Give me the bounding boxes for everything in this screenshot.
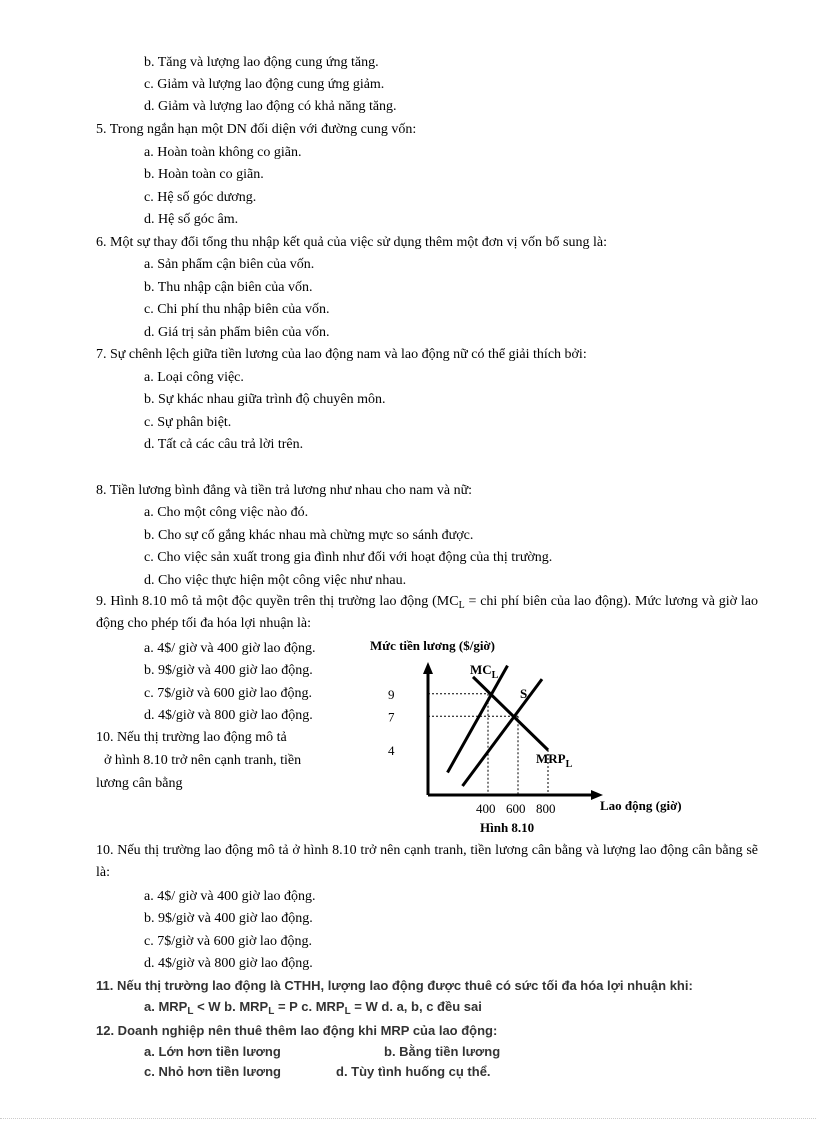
q11-c-sub: L: [344, 1006, 351, 1017]
q12-option-d: d. Tùy tình huống cụ thể.: [336, 1064, 491, 1079]
q11-b-2: = P: [274, 999, 298, 1014]
q5-option-b: b. Hoàn toàn co giãn.: [144, 167, 264, 182]
x-axis-label: Lao động (giờ): [600, 798, 682, 813]
q11-c-1: c. MRP: [301, 999, 345, 1014]
x-tick-800: 800: [536, 801, 556, 816]
x-tick-600: 600: [506, 801, 526, 816]
q9-text-1: 9. Hình 8.10 mô tả một độc quyền trên thị trường lao động (MC: [96, 594, 459, 609]
q9-option-c: c. 7$/giờ và 600 giờ lao động.: [144, 686, 313, 701]
q10-side-line-3: lương cân bằng: [96, 776, 183, 791]
q10-option-d: d. 4$/giờ và 800 giờ lao động.: [144, 956, 313, 971]
q10-option-a: a. 4$/ giờ và 400 giờ lao động.: [144, 889, 316, 904]
x-tick-400: 400: [476, 801, 496, 816]
q12-option-c: c. Nhỏ hơn tiền lương: [144, 1064, 281, 1079]
y-tick-7: 7: [388, 709, 395, 725]
q11-a-sub: L: [187, 1006, 194, 1017]
chart-title: Hình 8.10: [480, 820, 535, 835]
question-5: 5. Trong ngắn hạn một DN đối diện với đường cung vốn:: [96, 122, 417, 137]
q8-option-c: c. Cho việc sản xuất trong gia đình như đối với hoạt động của thị trường.: [144, 550, 553, 565]
question-11: 11. Nếu thị trường lao động là CTHH, lượng lao động được thuê có sức tối đa hóa lợi nhuận khi:: [96, 978, 693, 993]
q5-option-d: d. Hệ số góc âm.: [144, 212, 239, 227]
mc-label: $MC_L$: [470, 662, 499, 681]
q12-option-a: a. Lớn hơn tiền lương: [144, 1044, 281, 1059]
q10-option-c: c. 7$/giờ và 600 giờ lao động.: [144, 934, 313, 949]
option-d-prev: d. Giảm và lượng lao động có khả năng tăng.: [144, 99, 397, 114]
q9-text-2: = chi phí biên của lao động). Mức lương và giờ lao động cho phép tối đa hóa lợi nhuận là:: [96, 594, 758, 631]
q8-option-a: a. Cho một công việc nào đó.: [144, 505, 309, 520]
q11-a-2: < W: [193, 999, 221, 1014]
question-12: 12. Doanh nghiệp nên thuê thêm lao động khi MRP của lao động:: [96, 1023, 498, 1038]
question-8: 8. Tiền lương bình đẳng và tiền trả lương như nhau cho nam và nữ:: [96, 483, 473, 498]
mrp-label: $MRP_L$: [536, 751, 573, 770]
figure-8-10-chart: [360, 630, 710, 845]
q6-option-d: d. Giá trị sản phẩm biên của vốn.: [144, 325, 330, 340]
y-axis-arrow: [423, 662, 433, 674]
q11-d: d. a, b, c đều sai: [381, 999, 482, 1014]
q9-option-a: a. 4$/ giờ và 400 giờ lao động.: [144, 641, 316, 656]
question-9: [96, 591, 758, 635]
q8-option-d: d. Cho việc thực hiện một công việc như nhau.: [144, 573, 407, 588]
option-c-prev: c. Giảm và lượng lao động cung ứng giảm.: [144, 77, 385, 92]
q7-option-a: a. Loại công việc.: [144, 370, 244, 385]
y-tick-4: 4: [388, 743, 395, 758]
y-tick-9: 9: [388, 686, 395, 702]
q11-a-1: a. MRP: [144, 999, 188, 1014]
q6-option-b: b. Thu nhập cận biên của vốn.: [144, 280, 313, 295]
q12-option-b: b. Bằng tiền lương: [384, 1044, 501, 1059]
q5-option-a: a. Hoàn toàn không co giãn.: [144, 145, 302, 160]
q7-option-d: d. Tất cả các câu trả lời trên.: [144, 437, 304, 452]
question-10: 10. Nếu thị trường lao động mô tả ở hình 8.10 trở nên cạnh tranh, tiền lương cân bằng và lượng lao động cân bằng sẽ là:: [96, 843, 758, 880]
q6-option-a: a. Sản phẩm cận biên của vốn.: [144, 257, 315, 272]
q6-option-c: c. Chi phí thu nhập biên của vốn.: [144, 302, 330, 317]
q5-option-c: c. Hệ số góc dương.: [144, 190, 257, 205]
q11-b-1: b. MRP: [224, 999, 269, 1014]
q10-side-line-2: ở hình 8.10 trở nên cạnh tranh, tiền: [104, 753, 302, 768]
q9-subscript: L: [458, 600, 465, 611]
q7-option-c: c. Sự phân biệt.: [144, 415, 232, 430]
q10-option-b: b. 9$/giờ và 400 giờ lao động.: [144, 911, 313, 926]
q10-side-line-1: 10. Nếu thị trường lao động mô tả: [96, 730, 287, 745]
page-bottom-divider: [0, 1118, 816, 1119]
option-b-prev: b. Tăng và lượng lao động cung ứng tăng.: [144, 55, 379, 70]
y-axis-label: Mức tiền lương ($/giờ): [370, 638, 495, 653]
q9-option-b: b. 9$/giờ và 400 giờ lao động.: [144, 663, 313, 678]
question-6: 6. Một sự thay đổi tổng thu nhập kết quả của việc sử dụng thêm một đơn vị vốn bổ sung là:: [96, 235, 607, 250]
s-label: S: [520, 686, 528, 701]
q11-b-sub: L: [268, 1006, 275, 1017]
q9-option-d: d. 4$/giờ và 800 giờ lao động.: [144, 708, 313, 723]
question-7: 7. Sự chênh lệch giữa tiền lương của lao động nam và lao động nữ có thể giải thích bởi:: [96, 347, 587, 362]
q11-c-2: = W: [350, 999, 378, 1014]
q7-option-b: b. Sự khác nhau giữa trình độ chuyên môn.: [144, 392, 386, 407]
q8-option-b: b. Cho sự cố gắng khác nhau mà chừng mực so sánh được.: [144, 528, 474, 543]
q11-options: [144, 998, 482, 1016]
